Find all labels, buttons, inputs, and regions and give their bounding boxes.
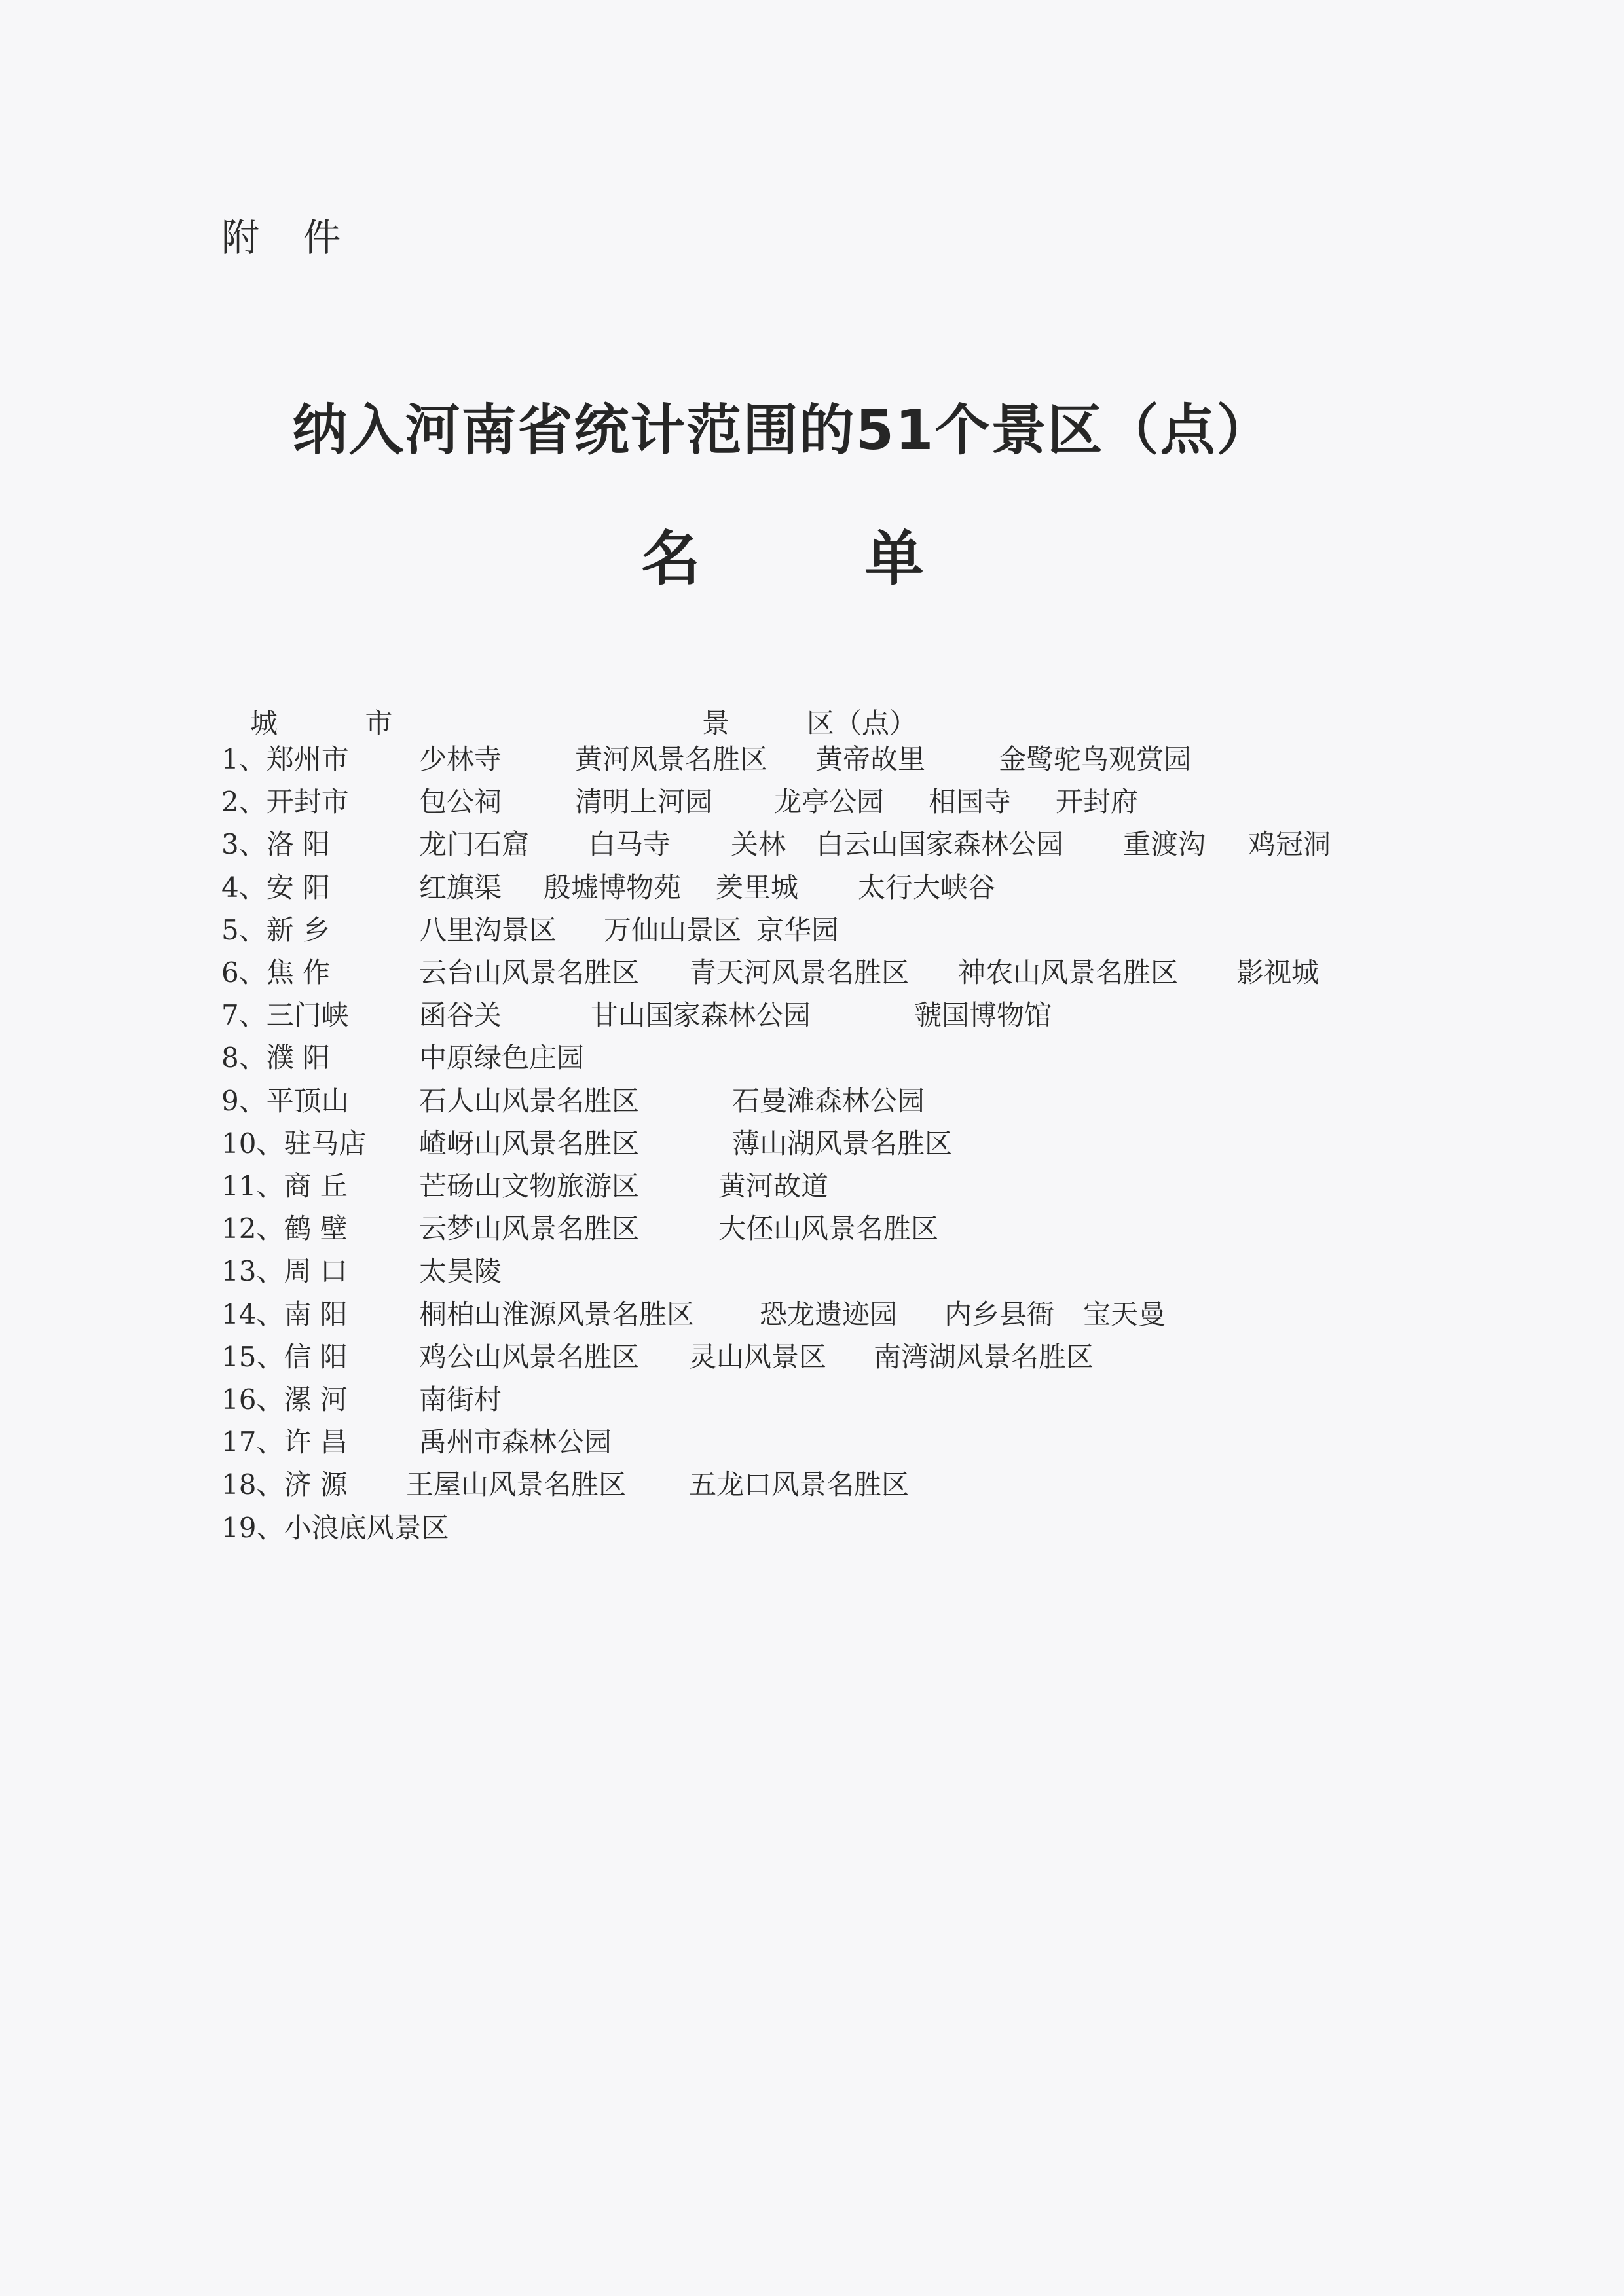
- scenic-spot: 云台山风景名胜区: [419, 957, 640, 989]
- scenic-spot: 芒砀山文物旅游区: [419, 1170, 640, 1202]
- scenic-spot: 内乡县衙: [944, 1298, 1055, 1330]
- attachment-label: 附 件: [221, 215, 357, 260]
- scenic-spot: 黄河风景名胜区: [575, 743, 768, 775]
- list-row: [0, 740, 1624, 779]
- scenic-spot: 恐龙遗迹园: [760, 1298, 898, 1330]
- city-name: 18、济 源: [221, 1468, 348, 1501]
- city-name: 11、商 丘: [221, 1170, 348, 1202]
- scenic-spot: 禹州市森林公园: [419, 1426, 612, 1459]
- header-scenic-first: 景: [702, 707, 730, 739]
- list-row: [0, 1124, 1624, 1163]
- city-name: 7、三门峡: [221, 999, 349, 1032]
- scenic-spot: 虢国博物馆: [914, 999, 1052, 1032]
- scenic-spot: 龙门石窟: [419, 828, 530, 861]
- scenic-spot: 甘山国家森林公园: [591, 999, 811, 1032]
- list-row: [0, 782, 1624, 822]
- scenic-spot: 石曼滩森林公园: [732, 1084, 925, 1117]
- scenic-spot: 羑里城: [716, 871, 799, 903]
- list-row: [0, 1082, 1624, 1121]
- scenic-spot: 五龙口风景名胜区: [689, 1468, 910, 1501]
- scenic-spot: 白马寺: [588, 828, 671, 861]
- scenic-spot: 龙亭公园: [774, 786, 885, 818]
- scenic-spot: 太昊陵: [419, 1255, 502, 1288]
- list-row: [0, 1295, 1624, 1334]
- header-scenic: [702, 702, 917, 741]
- city-name: 3、洛 阳: [221, 828, 331, 861]
- scenic-spot: 白云山国家森林公园: [816, 828, 1064, 861]
- city-name: 19、小浪底风景区: [221, 1511, 449, 1544]
- scenic-spot: 云梦山风景名胜区: [419, 1212, 640, 1245]
- scenic-spot: 红旗渠: [419, 871, 502, 903]
- list-row: [0, 911, 1624, 950]
- document-subtitle: 名 单: [641, 524, 996, 593]
- header-scenic-rest: 区（点）: [807, 707, 917, 739]
- scenic-spot: 相国寺: [929, 786, 1012, 818]
- scenic-spot: 大伾山风景名胜区: [718, 1212, 939, 1245]
- city-name: 17、许 昌: [221, 1426, 348, 1459]
- city-name: 15、信 阳: [221, 1340, 348, 1373]
- scenic-spot: 八里沟景区: [419, 913, 557, 946]
- city-name: 1、郑州市: [221, 743, 349, 775]
- scenic-spot: 关林: [731, 828, 786, 861]
- scenic-spot: 嵖岈山风景名胜区: [419, 1127, 640, 1159]
- list-row: [0, 953, 1624, 993]
- scenic-spot: 重渡沟: [1123, 828, 1206, 861]
- city-name: 9、平顶山: [221, 1084, 349, 1117]
- scenic-spot: 神农山风景名胜区: [958, 957, 1179, 989]
- scenic-spot: 南街村: [419, 1383, 502, 1415]
- list-row: [0, 996, 1624, 1035]
- scenic-spot: 殷墟博物苑: [544, 871, 682, 903]
- header-city: 城 市: [250, 707, 432, 739]
- city-name: 14、南 阳: [221, 1298, 348, 1330]
- scenic-spot: 包公祠: [419, 786, 502, 818]
- scenic-spot: 京华园: [756, 913, 840, 946]
- scenic-spot: 太行大峡谷: [858, 871, 996, 903]
- city-name: 4、安 阳: [221, 871, 331, 903]
- city-name: 16、漯 河: [221, 1383, 348, 1415]
- list-row: [0, 1038, 1624, 1078]
- city-name: 13、周 口: [221, 1255, 348, 1288]
- scenic-spot: 函谷关: [419, 999, 502, 1032]
- scenic-spot: 灵山风景区: [689, 1340, 827, 1373]
- list-row: [0, 1167, 1624, 1206]
- scenic-spot: 鸡冠洞: [1248, 828, 1331, 861]
- scenic-spot: 石人山风景名胜区: [419, 1084, 640, 1117]
- document-title: 纳入河南省统计范围的51个景区（点）: [292, 398, 1273, 462]
- list-row: [0, 1209, 1624, 1248]
- scenic-spot: 万仙山景区: [604, 913, 742, 946]
- scenic-spot: 清明上河园: [575, 786, 713, 818]
- scenic-spot: 影视城: [1236, 957, 1320, 989]
- scenic-spot: 宝天曼: [1083, 1298, 1166, 1330]
- list-row: [0, 868, 1624, 907]
- scenic-spot: 黄帝故里: [815, 743, 926, 775]
- city-name: 10、驻马店: [221, 1127, 367, 1159]
- scenic-spot: 开封府: [1056, 786, 1139, 818]
- list-row: [0, 1508, 1624, 1548]
- list-row: [0, 825, 1624, 864]
- list-row: [0, 1338, 1624, 1377]
- scenic-spot: 薄山湖风景名胜区: [732, 1127, 953, 1159]
- scenic-spot: 青天河风景名胜区: [689, 957, 910, 989]
- city-name: 8、濮 阳: [221, 1042, 331, 1074]
- scenic-spot: 少林寺: [419, 743, 502, 775]
- list-row: [0, 1465, 1624, 1504]
- city-name: 12、鹤 壁: [221, 1212, 348, 1245]
- scenic-spot: 南湾湖风景名胜区: [874, 1340, 1094, 1373]
- scenic-spot: 王屋山风景名胜区: [406, 1468, 627, 1501]
- list-row: [0, 1252, 1624, 1291]
- list-row: [0, 1423, 1624, 1462]
- scenic-spot: 鸡公山风景名胜区: [419, 1340, 640, 1373]
- city-name: 5、新 乡: [221, 913, 331, 946]
- scenic-spot: 金鹭驼鸟观赏园: [999, 743, 1192, 775]
- scenic-spot: 桐柏山淮源风景名胜区: [419, 1298, 695, 1330]
- list-row: [0, 1380, 1624, 1419]
- scenic-spot: 黄河故道: [718, 1170, 829, 1202]
- city-name: 2、开封市: [221, 786, 349, 818]
- city-name: 6、焦 作: [221, 957, 331, 989]
- scenic-spot: 中原绿色庄园: [419, 1042, 585, 1074]
